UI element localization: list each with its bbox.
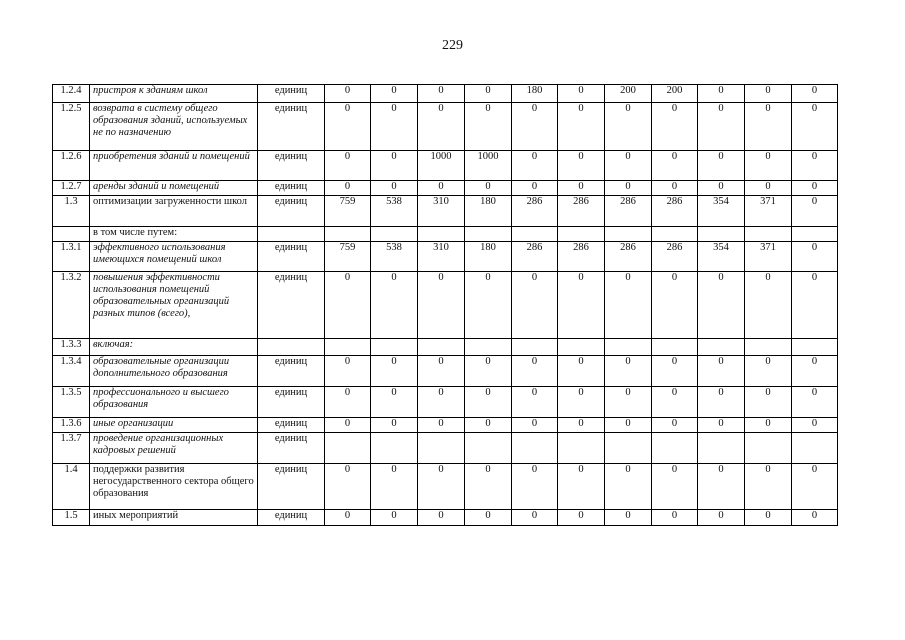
value-cell: 0: [418, 464, 465, 510]
value-cell: [465, 433, 512, 464]
row-name-cell: пристроя к зданиям школ: [90, 85, 258, 103]
value-cell: 0: [605, 356, 652, 387]
value-cell: [792, 339, 838, 356]
value-cell: 0: [745, 418, 792, 433]
value-cell: 0: [325, 151, 371, 181]
value-cell: 0: [465, 418, 512, 433]
value-cell: [698, 227, 745, 242]
value-cell: 0: [371, 464, 418, 510]
value-cell: 0: [465, 181, 512, 196]
row-name-cell: включая:: [90, 339, 258, 356]
value-cell: 180: [465, 242, 512, 272]
value-cell: 0: [652, 464, 698, 510]
value-cell: 0: [792, 181, 838, 196]
value-cell: 286: [652, 242, 698, 272]
value-cell: 0: [325, 272, 371, 339]
value-cell: [512, 227, 558, 242]
value-cell: 0: [558, 103, 605, 151]
table-row: [53, 151, 838, 181]
row-code-cell: 1.3.6: [53, 418, 90, 433]
value-cell: 354: [698, 242, 745, 272]
value-cell: 759: [325, 196, 371, 227]
value-cell: 0: [371, 356, 418, 387]
value-cell: 0: [558, 510, 605, 526]
table-row: [53, 103, 838, 151]
value-cell: 0: [512, 103, 558, 151]
value-cell: 0: [418, 103, 465, 151]
value-cell: 0: [652, 103, 698, 151]
value-cell: 759: [325, 242, 371, 272]
value-cell: [418, 227, 465, 242]
row-name-cell: возврата в систему общего образования зданий, используемых не по назначению: [90, 103, 258, 151]
table-row: [53, 464, 838, 510]
row-unit-cell: единиц: [258, 272, 325, 339]
value-cell: 0: [698, 356, 745, 387]
row-name-cell: иные организации: [90, 418, 258, 433]
value-cell: 0: [605, 418, 652, 433]
value-cell: 0: [605, 103, 652, 151]
row-name-cell: оптимизации загруженности школ: [90, 196, 258, 227]
value-cell: 0: [512, 418, 558, 433]
value-cell: 0: [418, 272, 465, 339]
value-cell: 0: [558, 418, 605, 433]
table-row: [53, 85, 838, 103]
value-cell: 286: [605, 242, 652, 272]
value-cell: 0: [792, 387, 838, 418]
value-cell: 0: [558, 272, 605, 339]
value-cell: 0: [371, 181, 418, 196]
value-cell: 0: [558, 356, 605, 387]
value-cell: [605, 433, 652, 464]
value-cell: 0: [512, 151, 558, 181]
value-cell: 0: [325, 387, 371, 418]
row-code-cell: 1.2.5: [53, 103, 90, 151]
value-cell: 0: [698, 464, 745, 510]
value-cell: [371, 227, 418, 242]
row-name-cell: образовательные организации дополнительного образования: [90, 356, 258, 387]
value-cell: 0: [371, 387, 418, 418]
value-cell: 0: [465, 356, 512, 387]
value-cell: [792, 433, 838, 464]
row-code-cell: 1.3.4: [53, 356, 90, 387]
value-cell: [558, 227, 605, 242]
value-cell: 0: [512, 356, 558, 387]
value-cell: 0: [698, 151, 745, 181]
value-cell: 0: [371, 151, 418, 181]
value-cell: 0: [605, 387, 652, 418]
value-cell: [325, 433, 371, 464]
value-cell: 0: [558, 464, 605, 510]
value-cell: [745, 339, 792, 356]
value-cell: 0: [698, 387, 745, 418]
value-cell: [652, 227, 698, 242]
value-cell: 0: [325, 85, 371, 103]
value-cell: 0: [792, 85, 838, 103]
row-unit-cell: единиц: [258, 196, 325, 227]
row-code-cell: 1.3: [53, 196, 90, 227]
value-cell: 0: [418, 356, 465, 387]
data-table: [52, 84, 838, 526]
value-cell: 0: [512, 510, 558, 526]
value-cell: 0: [371, 418, 418, 433]
value-cell: 371: [745, 196, 792, 227]
value-cell: 538: [371, 196, 418, 227]
value-cell: 0: [325, 103, 371, 151]
value-cell: [652, 339, 698, 356]
value-cell: 0: [465, 103, 512, 151]
value-cell: 0: [465, 272, 512, 339]
value-cell: 0: [792, 510, 838, 526]
value-cell: 538: [371, 242, 418, 272]
value-cell: [698, 433, 745, 464]
value-cell: 200: [605, 85, 652, 103]
value-cell: 0: [325, 464, 371, 510]
value-cell: 0: [792, 356, 838, 387]
value-cell: [745, 433, 792, 464]
value-cell: 0: [605, 510, 652, 526]
value-cell: [418, 433, 465, 464]
row-unit-cell: единиц: [258, 418, 325, 433]
value-cell: [652, 433, 698, 464]
row-name-cell: иных мероприятий: [90, 510, 258, 526]
value-cell: 0: [792, 151, 838, 181]
value-cell: 0: [652, 181, 698, 196]
value-cell: 0: [745, 103, 792, 151]
value-cell: 0: [558, 181, 605, 196]
value-cell: [325, 339, 371, 356]
value-cell: 0: [652, 510, 698, 526]
row-unit-cell: единиц: [258, 464, 325, 510]
value-cell: 0: [325, 181, 371, 196]
value-cell: 0: [371, 103, 418, 151]
value-cell: 0: [652, 418, 698, 433]
value-cell: 0: [371, 510, 418, 526]
value-cell: [325, 227, 371, 242]
value-cell: 0: [418, 387, 465, 418]
value-cell: 0: [745, 510, 792, 526]
value-cell: [512, 433, 558, 464]
table-row: [53, 196, 838, 227]
value-cell: 354: [698, 196, 745, 227]
value-cell: 0: [558, 85, 605, 103]
value-cell: 0: [371, 272, 418, 339]
row-code-cell: 1.5: [53, 510, 90, 526]
value-cell: 0: [605, 151, 652, 181]
row-name-cell: эффективного использования имеющихся помещений школ: [90, 242, 258, 272]
value-cell: 0: [652, 272, 698, 339]
row-name-cell: повышения эффективности использования помещений образовательных организаций разных типов (всего),: [90, 272, 258, 339]
table-row: [53, 510, 838, 526]
value-cell: 0: [325, 356, 371, 387]
value-cell: 0: [418, 418, 465, 433]
value-cell: 286: [652, 196, 698, 227]
table-row: [53, 339, 838, 356]
value-cell: 310: [418, 242, 465, 272]
page-number: 229: [442, 38, 463, 53]
table-row: [53, 272, 838, 339]
row-name-cell: профессионального и высшего образования: [90, 387, 258, 418]
value-cell: 0: [792, 103, 838, 151]
row-code-cell: 1.3.5: [53, 387, 90, 418]
value-cell: [512, 339, 558, 356]
row-name-cell: в том числе путем:: [90, 227, 258, 242]
row-code-cell: [53, 227, 90, 242]
value-cell: 0: [418, 181, 465, 196]
value-cell: [371, 433, 418, 464]
value-cell: 0: [465, 85, 512, 103]
row-name-cell: проведение организационных кадровых решений: [90, 433, 258, 464]
row-name-cell: поддержки развития негосударственного сектора общего образования: [90, 464, 258, 510]
row-unit-cell: единиц: [258, 356, 325, 387]
row-unit-cell: единиц: [258, 181, 325, 196]
value-cell: 371: [745, 242, 792, 272]
value-cell: 0: [418, 510, 465, 526]
value-cell: 0: [745, 151, 792, 181]
value-cell: 0: [418, 85, 465, 103]
value-cell: 180: [512, 85, 558, 103]
value-cell: 0: [745, 356, 792, 387]
table-row: [53, 387, 838, 418]
row-code-cell: 1.4: [53, 464, 90, 510]
value-cell: 0: [698, 85, 745, 103]
table-row: [53, 418, 838, 433]
value-cell: [698, 339, 745, 356]
row-unit-cell: единиц: [258, 433, 325, 464]
value-cell: [465, 339, 512, 356]
value-cell: 0: [745, 272, 792, 339]
value-cell: 286: [512, 196, 558, 227]
row-unit-cell: [258, 339, 325, 356]
value-cell: 310: [418, 196, 465, 227]
value-cell: 0: [558, 151, 605, 181]
value-cell: 1000: [418, 151, 465, 181]
row-unit-cell: [258, 227, 325, 242]
value-cell: 286: [605, 196, 652, 227]
value-cell: 0: [465, 387, 512, 418]
value-cell: [745, 227, 792, 242]
value-cell: [558, 433, 605, 464]
value-cell: 0: [652, 387, 698, 418]
value-cell: 1000: [465, 151, 512, 181]
value-cell: 286: [512, 242, 558, 272]
row-code-cell: 1.3.7: [53, 433, 90, 464]
row-code-cell: 1.2.4: [53, 85, 90, 103]
value-cell: 0: [745, 181, 792, 196]
row-unit-cell: единиц: [258, 242, 325, 272]
value-cell: 0: [652, 356, 698, 387]
value-cell: 0: [558, 387, 605, 418]
value-cell: 286: [558, 196, 605, 227]
value-cell: 0: [698, 418, 745, 433]
row-unit-cell: единиц: [258, 85, 325, 103]
row-code-cell: 1.3.3: [53, 339, 90, 356]
value-cell: 0: [792, 272, 838, 339]
value-cell: 0: [698, 181, 745, 196]
value-cell: [558, 339, 605, 356]
row-code-cell: 1.3.1: [53, 242, 90, 272]
value-cell: [418, 339, 465, 356]
value-cell: [465, 227, 512, 242]
value-cell: 0: [512, 387, 558, 418]
row-unit-cell: единиц: [258, 387, 325, 418]
value-cell: [792, 227, 838, 242]
value-cell: 0: [605, 181, 652, 196]
value-cell: 286: [558, 242, 605, 272]
value-cell: 0: [698, 272, 745, 339]
value-cell: 0: [512, 464, 558, 510]
value-cell: 0: [325, 510, 371, 526]
value-cell: 0: [605, 464, 652, 510]
table-row: [53, 227, 838, 242]
value-cell: 0: [605, 272, 652, 339]
row-unit-cell: единиц: [258, 103, 325, 151]
value-cell: [371, 339, 418, 356]
value-cell: 0: [512, 272, 558, 339]
value-cell: 0: [745, 387, 792, 418]
row-code-cell: 1.2.6: [53, 151, 90, 181]
table-body: [53, 85, 838, 526]
value-cell: 0: [698, 510, 745, 526]
table-row: [53, 433, 838, 464]
value-cell: 0: [792, 418, 838, 433]
row-unit-cell: единиц: [258, 510, 325, 526]
value-cell: 0: [652, 151, 698, 181]
row-code-cell: 1.2.7: [53, 181, 90, 196]
row-name-cell: аренды зданий и помещений: [90, 181, 258, 196]
value-cell: 0: [745, 464, 792, 510]
value-cell: 0: [465, 464, 512, 510]
value-cell: 0: [465, 510, 512, 526]
value-cell: 0: [792, 196, 838, 227]
value-cell: 0: [792, 464, 838, 510]
table-row: [53, 356, 838, 387]
value-cell: 0: [325, 418, 371, 433]
value-cell: 0: [698, 103, 745, 151]
table-row: [53, 242, 838, 272]
row-code-cell: 1.3.2: [53, 272, 90, 339]
row-unit-cell: единиц: [258, 151, 325, 181]
value-cell: 200: [652, 85, 698, 103]
value-cell: 180: [465, 196, 512, 227]
value-cell: 0: [512, 181, 558, 196]
value-cell: [605, 339, 652, 356]
row-name-cell: приобретения зданий и помещений: [90, 151, 258, 181]
value-cell: 0: [745, 85, 792, 103]
value-cell: [605, 227, 652, 242]
value-cell: 0: [792, 242, 838, 272]
value-cell: 0: [371, 85, 418, 103]
table-row: [53, 181, 838, 196]
